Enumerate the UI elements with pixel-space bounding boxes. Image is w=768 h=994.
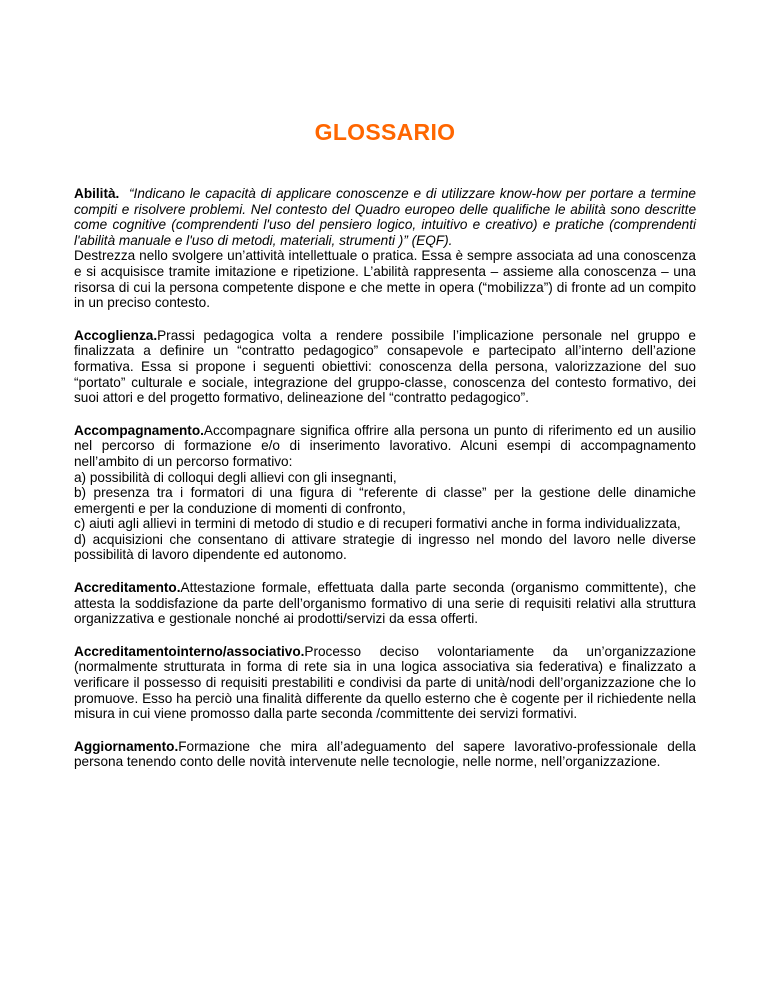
list-item: d) acquisizioni che consentano di attivare strategie di ingresso nel mondo del lavoro nelle diverse possibilità di lavoro dipendente ed autonomo. <box>74 531 696 563</box>
entry-text: Formazione che mira all’adeguamento del sapere lavorativo-professionale della persona tenendo conto delle novità intervenute nelle tecnologie, nelle norme, nell’organizzazione. <box>74 738 696 770</box>
entry-term: Accompagnamento. <box>74 422 204 438</box>
list-item: a) possibilità di colloqui degli allievi con gli insegnanti, <box>74 469 397 485</box>
glossary-entry-accoglienza <box>74 328 696 406</box>
glossary-entry-accreditamento-interno <box>74 644 696 722</box>
entry-text: Destrezza nello svolgere un’attività intellettuale o pratica. Essa è sempre associata ad una conoscenza e si acquisisce tramite imitazione e ripetizione. L’abilità rappresenta – assieme alla conoscenza – una risorsa di cui la persona competente dispone e che mette in opera (“mobilizza”) di fronte ad un compito in un preciso contesto. <box>74 248 696 311</box>
entry-definition <box>74 644 696 722</box>
entry-definition <box>74 423 696 470</box>
glossary-entry-aggiornamento <box>74 739 696 770</box>
document-page <box>74 0 696 787</box>
entry-definition <box>74 328 696 406</box>
entry-text: Accompagnare significa offrire alla persona un punto di riferimento ed un ausilio nel percorso di formazione e/o di inserimento lavorativo. Alcuni esempi di accompagnamento nell’ambito di un percorso formativo: <box>74 422 696 469</box>
entry-text: Prassi pedagogica volta a rendere possibile l’implicazione personale nel gruppo e finalizzata a definire un “contratto pedagogico” consapevole e partecipato all’interno dell’azione formativa. Essa si propone i seguenti obiettivi: conoscenza della persona, valorizzazione del suo “portato” culturale e sociale, integrazione del gruppo-classe, conoscenza del contesto formativo, dei suoi attori e del progetto formativo, delineazione del “contratto pedagogico”. <box>74 327 696 406</box>
entry-term: Accoglienza. <box>74 327 158 343</box>
entry-quote: “Indicano le capacità di applicare conoscenze e di utilizzare know-how per portare a termine compiti e risolvere problemi. Nel contesto del Quadro europeo delle qualifiche le abilità sono descritte come cognitive (comprendenti l'uso del pensiero logico, intuitivo e creativo) e pratiche (comprendenti l'abilità manuale e l'uso di metodi, materiali, strumenti )” (EQF). <box>74 186 696 248</box>
entry-text: Attestazione formale, effettuata dalla parte seconda (organismo committente), che attesta la soddisfazione da parte dell’organismo formativo di una serie di requisiti relativi alla struttura organizzativa e gestionale nonché ai prodotti/servizi da essa offerti. <box>74 580 696 627</box>
glossary-entries <box>74 186 696 770</box>
entry-definition <box>74 739 696 770</box>
entry-text: Processo deciso volontariamente da un’organizzazione (normalmente strutturata in forma di rete sia in una logica associativa sia federativa) e finalizzato a verificare il possesso di requisiti prestabiliti e condivisi da parte di unità/nodi dell’organizzazione che lo promuove. Esso ha perciò una finalità differente da quello esterno che è cogente per il richiedente nella misura in cui viene promosso dalla parte seconda /committente dei servizi formativi. <box>74 643 696 722</box>
glossary-entry-accompagnamento <box>74 423 696 563</box>
list-item: b) presenza tra i formatori di una figura di “referente di classe” per la gestione delle dinamiche emergenti e per la conduzione di momenti di confronto, <box>74 485 696 516</box>
page-title: GLOSSARIO <box>314 119 456 145</box>
glossary-entry-accreditamento <box>74 580 696 627</box>
entry-term: Accreditamentointerno/associativo. <box>74 643 305 659</box>
glossary-entry-abilita <box>74 186 696 311</box>
list-item: c) aiuti agli allievi in termini di metodo di studio e di recuperi formativi anche in forma individualizzata, <box>74 516 681 532</box>
entry-term: Aggiornamento. <box>74 738 179 754</box>
entry-term: Accreditamento. <box>74 580 181 596</box>
entry-definition <box>74 186 696 248</box>
entry-term: Abilità. <box>74 186 120 201</box>
entry-definition <box>74 580 696 627</box>
